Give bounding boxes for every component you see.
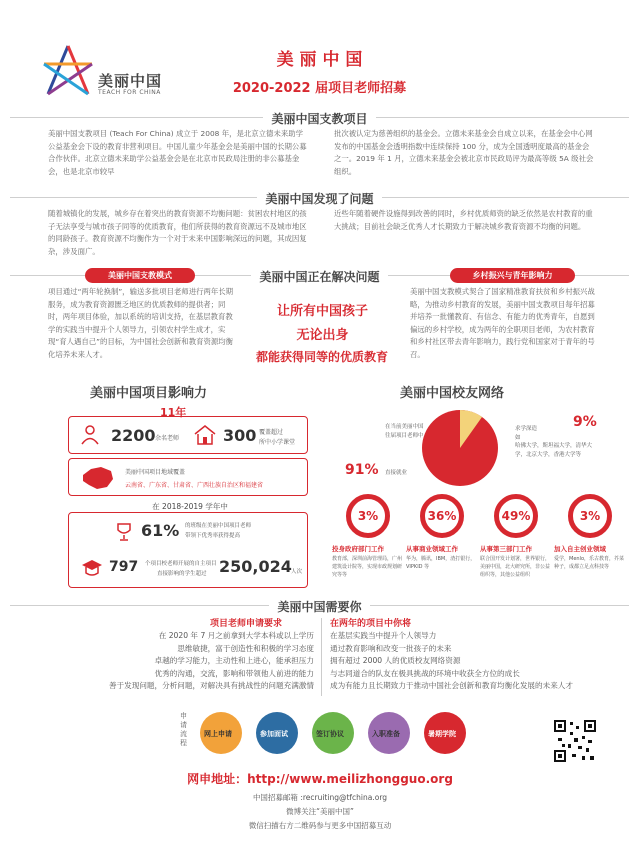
career-title: 投身政府部门工作 <box>332 545 384 553</box>
percent-label-2: 带领下优秀率获得提高 <box>185 533 241 539</box>
apply-url[interactable] <box>160 770 480 787</box>
logo-name-cn: 美丽中国 <box>98 72 163 90</box>
requirement-item: 善于发现问题，分析问题，对解决具有挑战性的问题充满激情 <box>108 681 314 690</box>
teachers-label: 余名老师 <box>155 435 180 442</box>
map-label: 美丽中国项目地域覆盖 <box>125 469 186 476</box>
pie-main-label: 直接就业 <box>385 470 408 476</box>
process-step-label: 入职准备 <box>372 730 400 738</box>
career-donut: 3% <box>346 494 390 538</box>
vertical-divider <box>321 618 322 696</box>
section-title-needs: 美丽中国需要你 <box>10 598 629 612</box>
requirements-title: 项目老师申请要求 <box>210 619 283 629</box>
gain-item: 通过教育影响和改变一批孩子的未来 <box>330 643 452 653</box>
pie-side-percent: 9% <box>573 414 597 430</box>
apply-url-label: 网申地址： <box>187 772 248 786</box>
process-step-label: 签订协议 <box>316 730 344 738</box>
pill-model: 美丽中国支教模式 <box>85 268 195 283</box>
pie-side-schools: 哈佛大学，斯坦福大学，清华大学，北京大学，香港大学等 <box>515 443 593 458</box>
pie-main-percent: 91% <box>345 462 379 478</box>
footer-wechat: 微信扫描右方二维码参与更多中国招募互动 <box>248 821 392 830</box>
process-step-label: 参加面试 <box>260 730 288 738</box>
gain-item: 在基层实践当中提升个人领导力 <box>330 631 437 640</box>
solution-right-text: 美丽中国支教模式契合了国家精准教育扶贫和乡村振兴战略，为推动乡村教育的发展，美丽中国支教项目每年招募并培养一批懂教育、有信念、有能力的优秀青年，自愿到偏远的乡村学校，成为两年的全职项目老师，为农村教育和乡村社区带去青年影响力，践行党和国家对于青年的号召。 <box>410 287 595 359</box>
apply-url-link[interactable]: http://www.meilizhongguo.org <box>247 772 453 786</box>
graduation-cap-icon <box>81 557 103 579</box>
process-step-label: 网上申请 <box>204 730 232 738</box>
section-title-problem: 美丽中国发现了问题 <box>10 190 629 204</box>
about-right-text: 批次被认定为慈善组织的基金会。立德未来基金会自成立以来，在基金会中心网发布的中国基金会透明指数中连续保持 100 分，成为全国透明度最高的基金会之一。2019 年 1 月，立德未来基金会被北京市民政局评为最高等级 5A 级社会组织。 <box>334 129 594 176</box>
teachers-number: 2200 <box>111 426 156 445</box>
alumni-pie <box>405 400 515 490</box>
solution-left-text: 项目通过“两年轮换制”，输送多批项目老师进行两年长期服务，成为教育资源匮乏地区的优质教师的提供者；同时，两年项目体验，加以系统的培训支持，在基层教育教学的实践当中提升个人领导力，引领农村学生成才，实现“育人遇自己”的目标，为中国社会创新和教育资源均衡化培养未来人才。 <box>48 287 234 359</box>
gain-item: 与志同道合的队友在极具挑战的环境中收获全方位的成长 <box>330 668 520 678</box>
trophy-icon <box>113 521 135 543</box>
process-label: 申请流程 <box>180 712 187 747</box>
china-map-icon <box>81 465 115 491</box>
impact-years: 11年 <box>160 406 187 419</box>
career-title: 从事第三部门工作 <box>480 545 532 553</box>
requirement-item: 优秀的沟通，交流，影响和带领他人前进的能力 <box>154 668 314 678</box>
page-subtitle: 2020-2022 届项目老师招募 <box>232 81 407 96</box>
impact-box-results <box>68 512 308 588</box>
career-donut: 3% <box>568 494 612 538</box>
career-title: 加入自主创业领域 <box>554 545 606 553</box>
schools-label-1: 覆盖超过 <box>259 429 284 436</box>
section-title-impact: 美丽中国项目影响力 <box>90 386 208 401</box>
map-regions: 云南省、广东省、甘肃省、广西壮族自治区和福建省 <box>125 482 264 489</box>
section-title-about: 美丽中国支教项目 <box>10 110 629 124</box>
career-detail: 爱学，Menlo，乐古教育，芥菜种子，成都立足点科技等 <box>554 556 625 570</box>
students-number: 250,024 <box>219 557 292 576</box>
slogan-line-1: 让所有中国孩子 <box>276 304 368 319</box>
footer-weibo: 微博关注“美丽中国” <box>286 807 354 816</box>
pie-note-2: 往届项目老师中 <box>385 433 424 439</box>
section-title-alumni: 美丽中国校友网络 <box>400 386 505 401</box>
schools-number: 300 <box>223 426 257 445</box>
requirement-item: 思维敏捷，富于创造性和积极的学习态度 <box>177 643 314 653</box>
logo-name-en: TEACH FOR CHINA <box>98 89 161 96</box>
requirements-list <box>10 630 314 693</box>
pie-side-label: 求学深造 <box>515 426 538 432</box>
section-title-solution: 美丽中国正在解决问题 <box>10 268 629 282</box>
impact-year-label: 在 2018-2019 学年中 <box>152 502 228 511</box>
page-title: 美 丽 中 国 <box>276 50 363 70</box>
pie-note-1: 在当前美丽中国 <box>385 424 424 430</box>
requirement-item: 卓越的学习能力，主动性和上进心，能承担压力 <box>154 656 314 665</box>
footer-email: 中国招募邮箱 :recruiting@tfchina.org <box>252 793 388 802</box>
students-unit: 人次 <box>291 569 303 575</box>
gains-title: 在两年的项目中你将 <box>330 619 412 629</box>
about-left-text: 美丽中国支教项目 (Teach For China) 成立于 2008 年，是北京立德未来助学公益基金会下设的教育非营利项目。中国儿童少年基金会是美丽中国的长期公募合作伙伴。北京立德未来助学公益基金会是在北京市民政局注册的非公募基金会，也是北京市较早 <box>48 129 307 176</box>
gains-list <box>330 630 630 693</box>
reached-label-1: 个项目校老师开展的自主项目 <box>145 561 217 567</box>
gain-item: 拥有超过 2000 人的优质校友网络资源 <box>330 656 461 665</box>
process-track <box>200 712 470 768</box>
pill-youth: 乡村振兴与青年影响力 <box>450 268 575 283</box>
impact-box-map <box>68 458 308 496</box>
career-detail: 华为，腾讯，IBM，渣打银行，VIPKID 等 <box>406 556 476 570</box>
problem-right-text: 近些年随着硬件设施得到改善的同时，乡村优质师资的缺乏依然是农村教育的重大挑战；目前社会缺乏优秀人才长期致力于解决城乡教育资源不均衡的问题。 <box>334 209 593 231</box>
reached-number: 797 <box>109 559 139 575</box>
teacher-icon <box>79 424 101 446</box>
career-list <box>332 494 632 594</box>
alumni-chart <box>345 400 625 490</box>
percent-number: 61% <box>141 521 180 540</box>
career-donut: 36% <box>420 494 464 538</box>
career-detail: 联合国开发计划署，世界银行，美丽中国，北大研究所，非公益组织等，其他公益组织 <box>480 556 551 578</box>
career-title: 从事商业领域工作 <box>406 545 458 553</box>
schools-label-2: 所中小学课堂 <box>259 439 296 446</box>
qr-code[interactable] <box>552 718 598 764</box>
process-step-label: 暑期学院 <box>428 730 456 738</box>
gain-item: 成为有能力且长期致力于推动中国社会创新和教育均衡化发展的未来人才 <box>330 681 573 690</box>
slogan-line-3: 都能获得同等的优质教育 <box>255 350 388 364</box>
problem-left-text: 随着城镇化的发展，城乡存在着突出的教育资源不均衡问题：贫困农村地区的孩子无法享受与城市孩子同等的优质教育，他们所获得的教育资源远不及城市地区的同龄孩子。教育资源不均衡作为一个对于未来中国影响深远的问题，其成因复杂，涉及面广。 <box>48 209 307 256</box>
school-icon <box>193 424 217 446</box>
impact-box-teachers <box>68 416 308 454</box>
slogan-line-2: 无论出身 <box>296 328 349 343</box>
career-donut: 49% <box>494 494 538 538</box>
career-detail: 教育部，深圳前海管理局，广州建筑设计院等，实现市政规划研究等等 <box>332 556 403 578</box>
requirement-item: 在 2020 年 7 月之前拿到大学本科或以上学历 <box>158 631 314 640</box>
percent-label-1: 的班级在美丽中国项目老师 <box>185 523 252 529</box>
reached-label-2: 直接影响的学生超过 <box>157 571 207 577</box>
star-logo-icon <box>40 42 96 98</box>
pie-side-sub: 如 <box>515 435 521 441</box>
